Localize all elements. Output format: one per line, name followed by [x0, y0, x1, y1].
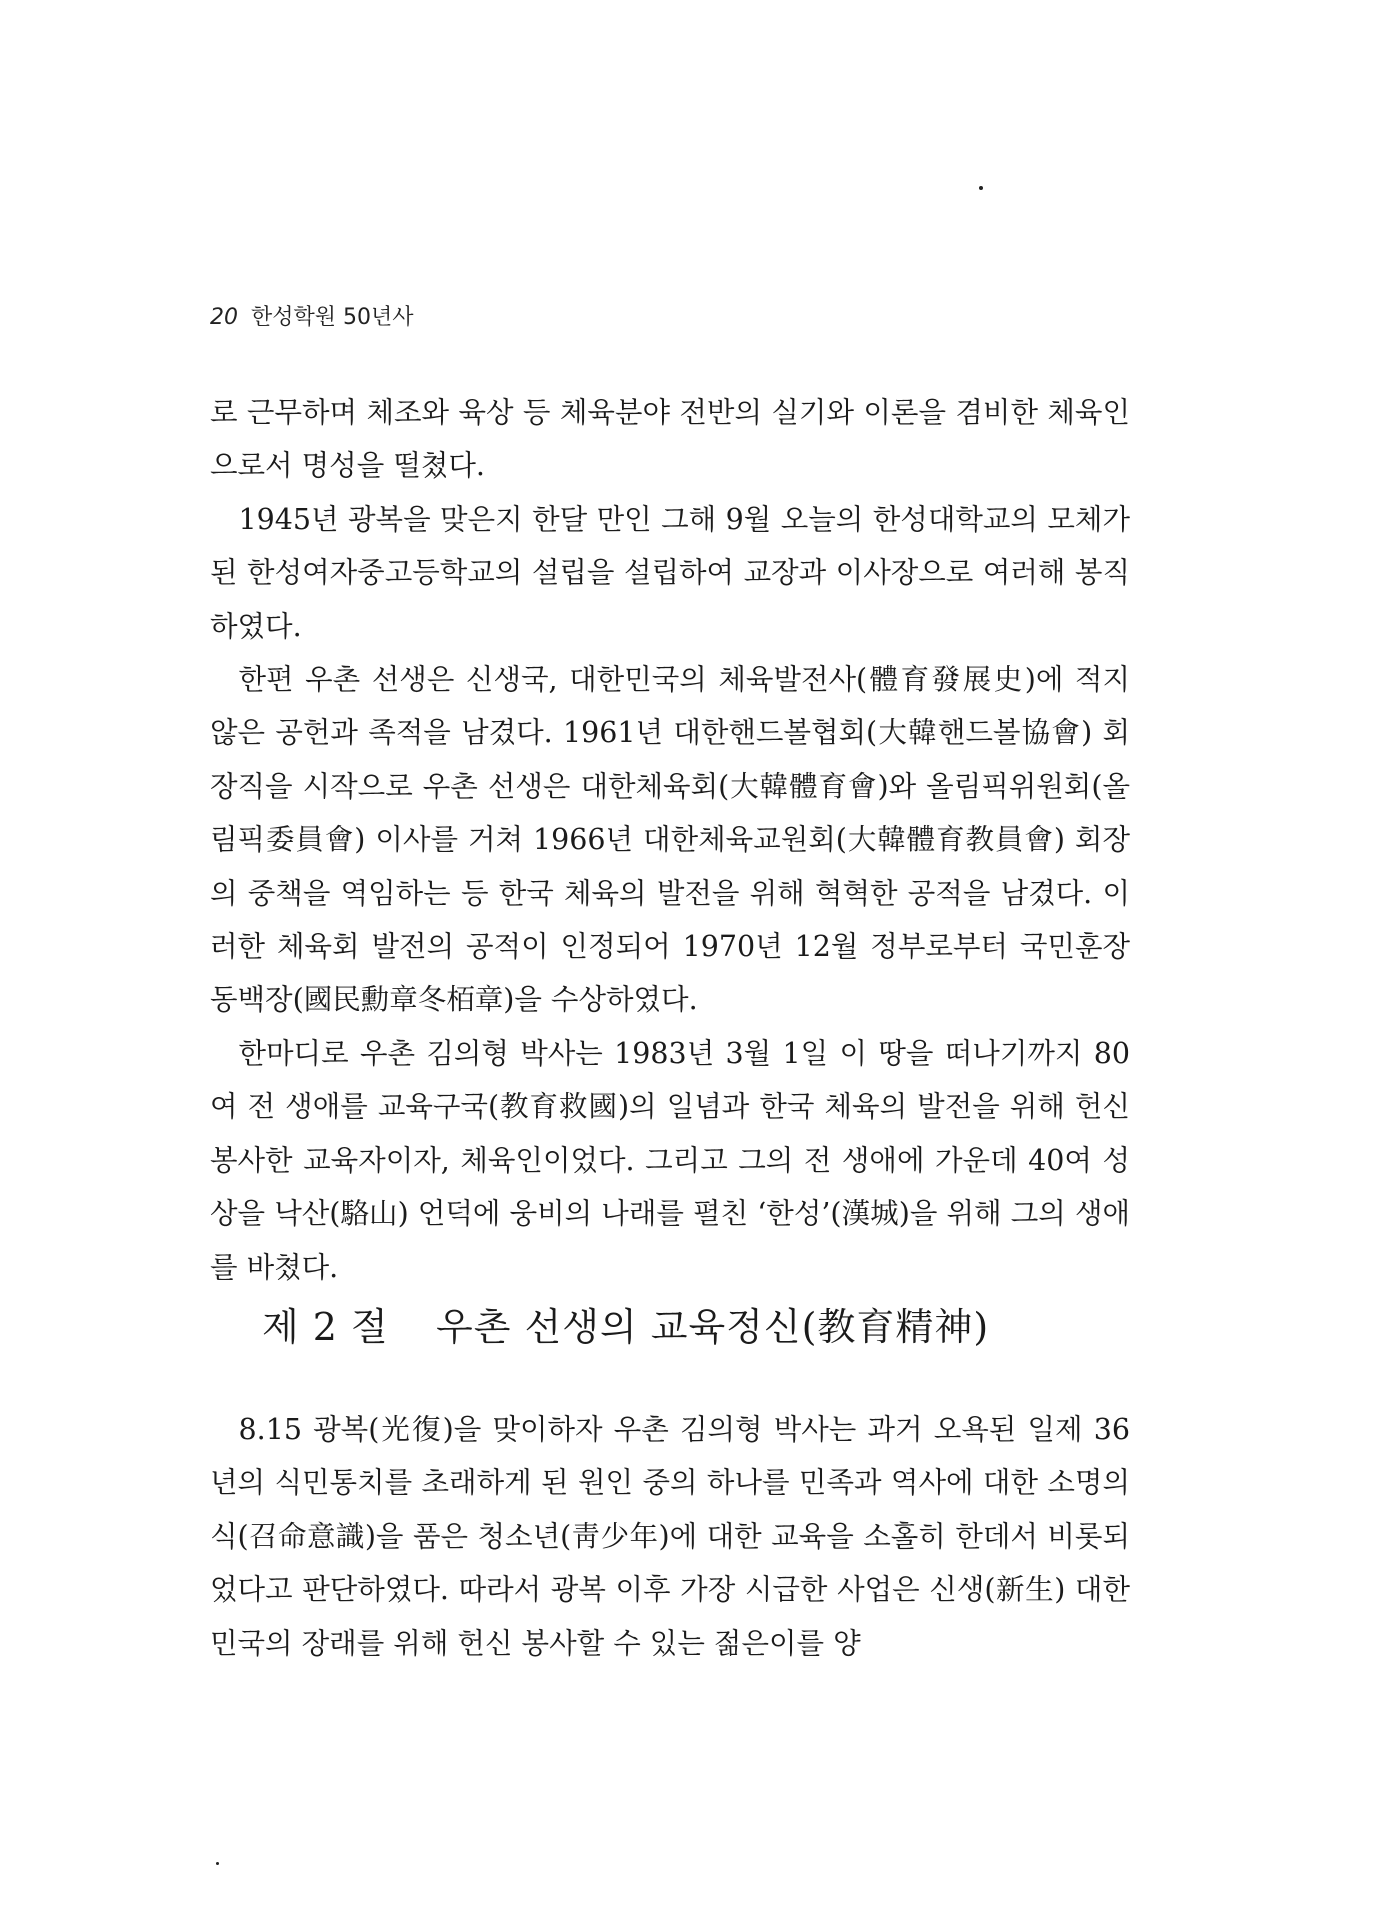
running-header: [210, 300, 414, 331]
page-number: 20: [210, 305, 238, 330]
paragraph: 한편 우촌 선생은 신생국, 대한민국의 체육발전사(體育發展史)에 적지 않은 공헌과 족적을 남겼다. 1961년 대한핸드볼협회(大韓핸드볼協會) 회장직을 시작으로 우촌 선생은 대한체육회(大韓體育會)와 올림픽위원회(올림픽委員會) 이사를 거쳐 1966년 대한체육교원회(大韓體育教員會) 회장의 중책을 역임하는 등 한국 체육의 발전을 위해 혁혁한 공적을 남겼다. 이러한 체육회 발전의 공적이 인정되어 1970년 12월 정부로부터 국민훈장동백장(國民勳章冬栢章)을 수상하였다.: [210, 663, 1130, 1017]
body-text-after-section: [210, 1403, 1130, 1670]
body-text-before-section: [210, 386, 1130, 1294]
section-number: 제 2 절: [262, 1305, 389, 1349]
scan-speck: [216, 1862, 219, 1865]
book-title: 한성학원 50년사: [251, 305, 414, 330]
paragraph: 로 근무하며 체조와 육상 등 체육분야 전반의 실기와 이론을 겸비한 체육인으로서 명성을 떨쳤다.: [210, 396, 1130, 483]
paragraph: 8.15 광복(光復)을 맞이하자 우촌 김의형 박사는 과거 오욕된 일제 36년의 식민통치를 초래하게 된 원인 중의 하나를 민족과 역사에 대한 소명의식(召命意識)을 품은 청소년(靑少年)에 대한 교육을 소홀히 한데서 비롯되었다고 판단하였다. 따라서 광복 이후 가장 시급한 사업은 신생(新生) 대한민국의 장래를 위해 헌신 봉사할 수 있는 젊은이를 양: [210, 1413, 1130, 1660]
scan-speck: [979, 186, 983, 190]
paragraph: 1945년 광복을 맞은지 한달 만인 그해 9월 오늘의 한성대학교의 모체가 된 한성여자중고등학교의 설립을 설립하여 교장과 이사장으로 여러해 봉직하였다.: [210, 502, 1130, 643]
section-title: 우촌 선생의 교육정신(教育精神): [436, 1305, 990, 1349]
paragraph: 한마디로 우촌 김의형 박사는 1983년 3월 1일 이 땅을 떠나기까지 80여 전 생애를 교육구국(教育救國)의 일념과 한국 체육의 발전을 위해 헌신 봉사한 교육자이자, 체육인이었다. 그리고 그의 전 생애에 가운데 40여 성상을 낙산(駱山) 언덕에 웅비의 나래를 펼친 ‘한성’(漢城)을 위해 그의 생애를 바쳤다.: [210, 1036, 1130, 1284]
section-heading: [262, 1296, 989, 1351]
